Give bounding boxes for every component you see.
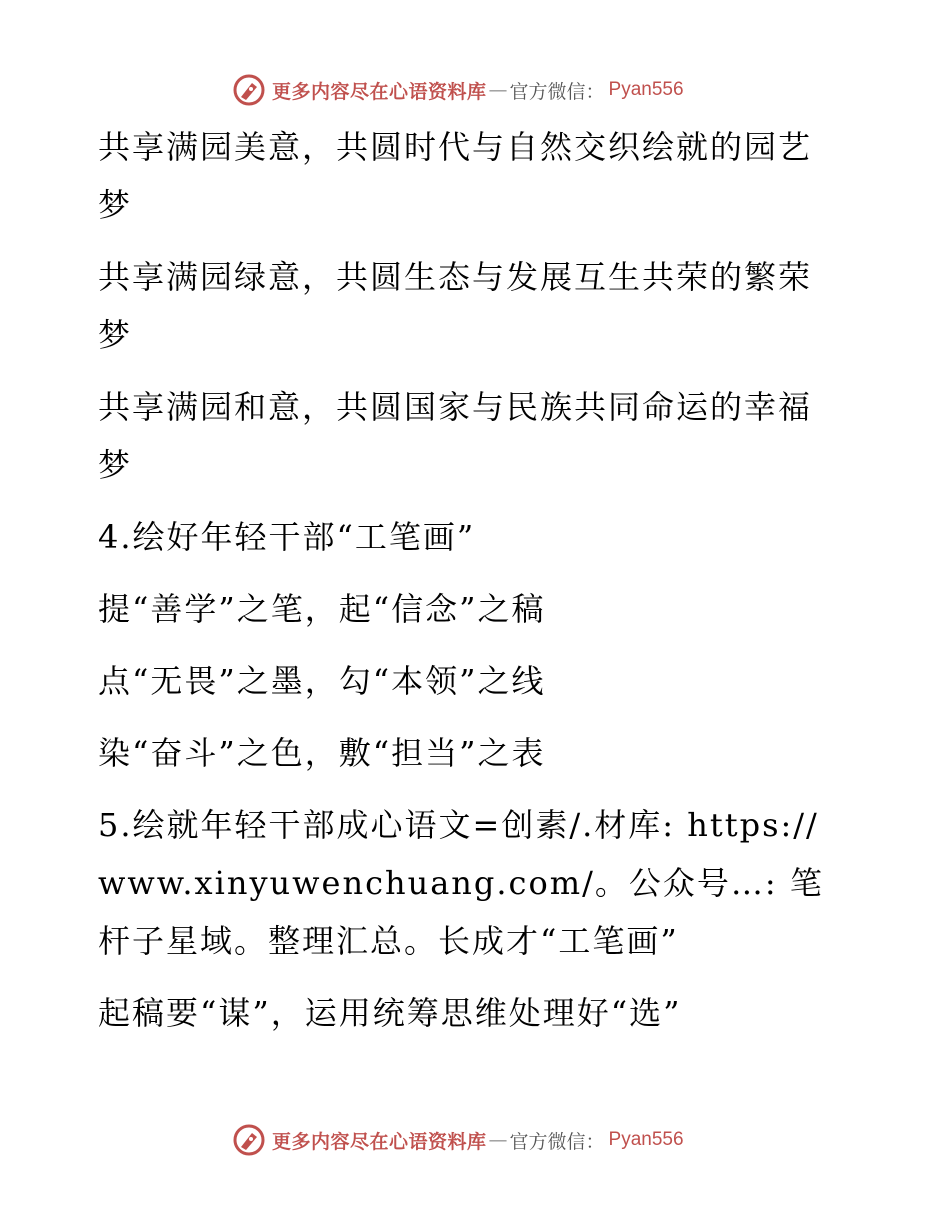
banner-main-text: 更多内容尽在心语资料库 [272,1130,487,1153]
footer-watermark-banner [232,1120,732,1160]
banner-separator: — [488,79,508,101]
paragraph-7: 染“奋斗”之色，敷“担当”之表 [98,734,546,772]
banner-wechat-label: 官方微信： [509,80,605,103]
paragraph-5: 提“善学”之笔，起“信念”之稿 [98,590,546,628]
paragraph-1: 共享满园美意，共圆时代与自然交织绘就的园艺梦 [98,128,813,224]
paragraph-9: 起稿要“谋”，运用统筹思维处理好“选” [98,994,682,1032]
paragraph-6: 点“无畏”之墨，勾“本领”之线 [98,662,546,700]
banner-separator: — [488,1129,508,1151]
banner-wechat-id: Pyan556 [608,1129,684,1150]
header-watermark-banner [232,70,732,110]
document-body [98,118,838,1056]
pen-nib-circle-icon [232,1123,266,1157]
paragraph-3: 共享满园和意，共圆国家与民族共同命运的幸福梦 [98,388,813,484]
banner-wechat-id: Pyan556 [608,79,684,100]
banner-wechat-label: 官方微信： [509,1130,605,1153]
banner-main-text: 更多内容尽在心语资料库 [272,80,487,103]
section-heading-5: 5.绘就年轻干部成心语文=创素/.材库: https://www.xinyuwenchuang.com/。公众号…: 笔杆子星域。整理汇总。长成才“工笔画” [98,806,824,960]
pen-nib-circle-icon [232,73,266,107]
section-heading-4: 4.绘好年轻干部“工笔画” [98,518,476,556]
paragraph-2: 共享满园绿意，共圆生态与发展互生共荣的繁荣梦 [98,258,813,354]
